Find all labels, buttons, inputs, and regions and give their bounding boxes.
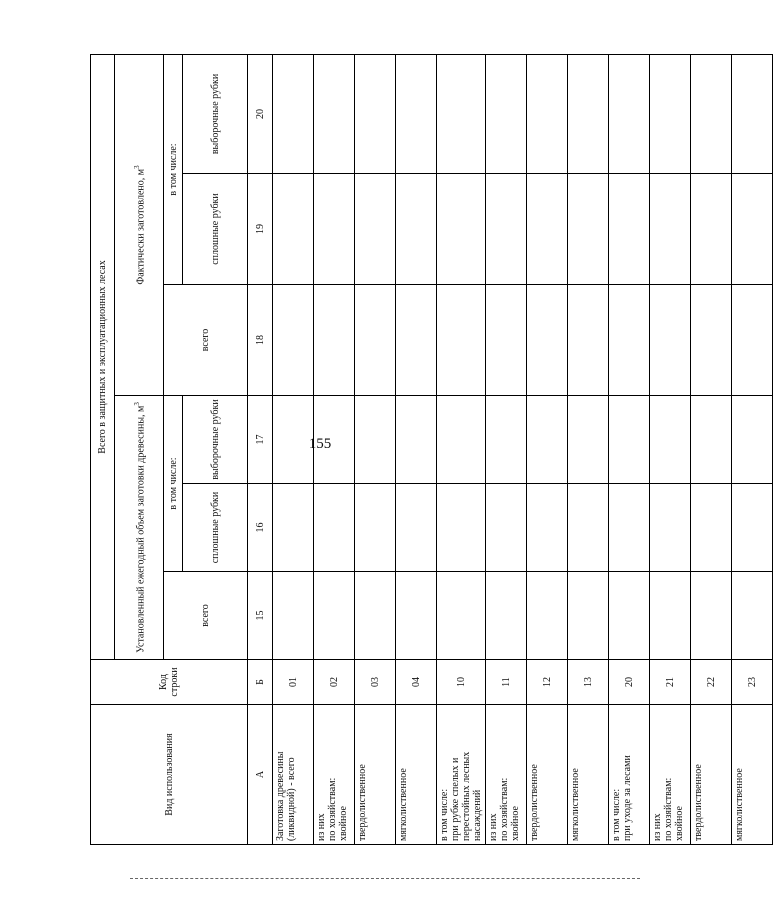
header-harv-selective-cut: выборочные рубки <box>183 55 248 174</box>
row-value-cell <box>609 572 650 660</box>
row-value-cell <box>527 396 568 484</box>
row-value-cell <box>396 572 437 660</box>
row-value-cell <box>527 484 568 572</box>
header-established <box>115 396 164 660</box>
colnum-a: А <box>248 705 273 845</box>
row-value-cell <box>355 484 396 572</box>
row-value-cell <box>609 285 650 396</box>
row-value-cell <box>486 572 527 660</box>
header-established-sup: 3 <box>132 402 141 406</box>
row-value-cell <box>486 285 527 396</box>
table-row <box>609 55 650 845</box>
row-value-cell <box>273 174 314 285</box>
row-value-cell <box>732 174 773 285</box>
row-value-cell <box>273 572 314 660</box>
header-harvested <box>115 55 164 396</box>
row-value-cell <box>527 174 568 285</box>
colnum-17: 17 <box>248 396 273 484</box>
row-value-cell <box>691 484 732 572</box>
row-value-cell <box>355 396 396 484</box>
header-est-including: в том числе: <box>164 396 183 572</box>
row-value-cell <box>396 484 437 572</box>
header-harvested-text: Фактически заготовлено, м <box>135 168 147 285</box>
row-value-cell <box>355 285 396 396</box>
row-value-cell <box>396 174 437 285</box>
row-value-cell <box>314 285 355 396</box>
row-value-cell <box>568 174 609 285</box>
table-row <box>568 55 609 845</box>
row-code: 04 <box>396 660 437 705</box>
row-value-cell <box>609 174 650 285</box>
row-value-cell <box>691 55 732 174</box>
row-value-cell <box>732 572 773 660</box>
table-row <box>396 55 437 845</box>
row-code: 13 <box>568 660 609 705</box>
row-value-cell <box>650 572 691 660</box>
row-usage-name: мягколиственное <box>568 705 609 845</box>
harvest-table <box>90 54 773 845</box>
row-value-cell <box>650 55 691 174</box>
row-value-cell <box>314 396 355 484</box>
row-value-cell <box>609 396 650 484</box>
row-code: 10 <box>437 660 486 705</box>
row-value-cell <box>437 484 486 572</box>
row-value-cell <box>314 572 355 660</box>
row-value-cell <box>273 484 314 572</box>
row-value-cell <box>437 285 486 396</box>
row-value-cell <box>568 55 609 174</box>
header-group-title: Всего в защитных и эксплуатационных лесах <box>91 55 115 660</box>
row-code: 01 <box>273 660 314 705</box>
table-row <box>486 55 527 845</box>
colnum-20: 20 <box>248 55 273 174</box>
header-established-text: Установленный ежегодный объем заготовки древесины, м <box>135 405 147 653</box>
row-value-cell <box>650 484 691 572</box>
header-est-clear-cut: сплошные рубки <box>183 484 248 572</box>
scan-edge-line <box>130 878 640 879</box>
row-value-cell <box>568 484 609 572</box>
row-value-cell <box>732 484 773 572</box>
table-row <box>732 55 773 845</box>
colnum-b: Б <box>248 660 273 705</box>
header-est-total: всего <box>164 572 248 660</box>
row-usage-name: Заготовка древесины (ликвидной) - всего <box>273 705 314 845</box>
row-code: 11 <box>486 660 527 705</box>
row-usage-name: мягколиственное <box>396 705 437 845</box>
row-value-cell <box>650 285 691 396</box>
header-row-group <box>91 55 115 845</box>
row-usage-name: твердолиственное <box>355 705 396 845</box>
row-value-cell <box>691 174 732 285</box>
row-value-cell <box>691 572 732 660</box>
row-value-cell <box>568 285 609 396</box>
row-value-cell <box>396 55 437 174</box>
table-row <box>527 55 568 845</box>
header-harv-total: всего <box>164 285 248 396</box>
row-code: 22 <box>691 660 732 705</box>
row-value-cell <box>609 55 650 174</box>
row-value-cell <box>273 396 314 484</box>
row-value-cell <box>396 285 437 396</box>
table-body <box>273 55 773 845</box>
row-usage-name: твердолиственное <box>527 705 568 845</box>
row-value-cell <box>437 174 486 285</box>
row-value-cell <box>355 572 396 660</box>
row-code: 21 <box>650 660 691 705</box>
row-usage-name: из них по хозяйствам: хвойное <box>650 705 691 845</box>
table-row <box>355 55 396 845</box>
row-usage-name: в том числе: при уходе за лесами <box>609 705 650 845</box>
row-value-cell <box>732 285 773 396</box>
row-value-cell <box>732 55 773 174</box>
row-value-cell <box>355 55 396 174</box>
row-value-cell <box>568 572 609 660</box>
header-usage: Вид использования <box>91 705 248 845</box>
colnum-18: 18 <box>248 285 273 396</box>
row-value-cell <box>437 396 486 484</box>
row-value-cell <box>355 174 396 285</box>
row-value-cell <box>273 285 314 396</box>
row-value-cell <box>314 55 355 174</box>
header-harv-clear-cut: сплошные рубки <box>183 174 248 285</box>
colnum-16: 16 <box>248 484 273 572</box>
row-value-cell <box>568 396 609 484</box>
row-value-cell <box>732 396 773 484</box>
row-value-cell <box>314 174 355 285</box>
header-est-selective-cut: выборочные рубки <box>183 396 248 484</box>
header-harvested-sup: 3 <box>132 165 141 169</box>
row-value-cell <box>273 55 314 174</box>
row-value-cell <box>486 55 527 174</box>
row-value-cell <box>691 285 732 396</box>
row-value-cell <box>650 396 691 484</box>
rotated-table-wrapper <box>90 55 758 845</box>
row-value-cell <box>486 174 527 285</box>
page-number: 155 <box>308 436 332 452</box>
table-row <box>691 55 732 845</box>
row-value-cell <box>437 55 486 174</box>
table-row <box>273 55 314 845</box>
column-number-row <box>248 55 273 845</box>
row-value-cell <box>396 396 437 484</box>
row-usage-name: из них по хозяйствам: хвойное <box>486 705 527 845</box>
row-value-cell <box>609 484 650 572</box>
table-row <box>437 55 486 845</box>
table-row <box>314 55 355 845</box>
colnum-15: 15 <box>248 572 273 660</box>
row-value-cell <box>314 484 355 572</box>
row-code: 23 <box>732 660 773 705</box>
row-value-cell <box>527 285 568 396</box>
row-value-cell <box>486 396 527 484</box>
row-value-cell <box>437 572 486 660</box>
row-usage-name: в том числе: при рубке спелых и перестойных лесных насаждений <box>437 705 486 845</box>
row-code: 03 <box>355 660 396 705</box>
row-usage-name: мягколиственное <box>732 705 773 845</box>
colnum-19: 19 <box>248 174 273 285</box>
row-code: 12 <box>527 660 568 705</box>
header-code: Код строки <box>91 660 248 705</box>
row-value-cell <box>527 572 568 660</box>
row-value-cell <box>486 484 527 572</box>
row-value-cell <box>650 174 691 285</box>
row-code: 20 <box>609 660 650 705</box>
row-value-cell <box>527 55 568 174</box>
row-value-cell <box>691 396 732 484</box>
row-usage-name: из них по хозяйствам: хвойное <box>314 705 355 845</box>
table-row <box>650 55 691 845</box>
header-harv-including: в том числе: <box>164 55 183 285</box>
row-usage-name: твердолиственное <box>691 705 732 845</box>
row-code: 02 <box>314 660 355 705</box>
